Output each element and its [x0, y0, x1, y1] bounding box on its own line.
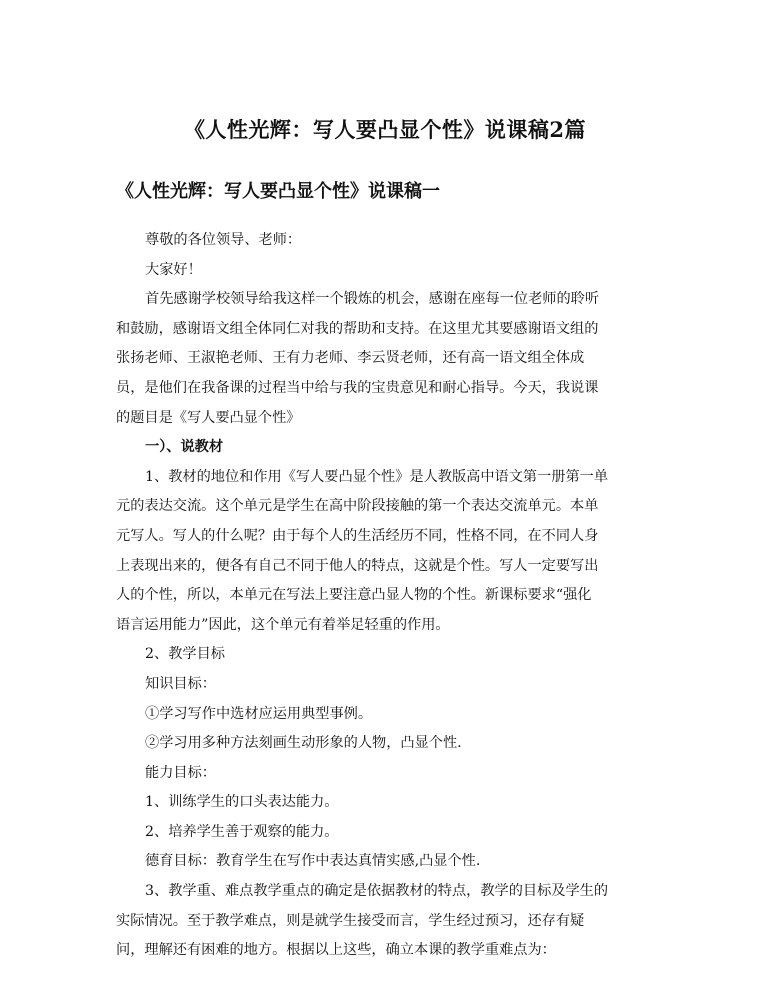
- text-line: 1、教材的地位和作用《写人要凸显个性》是人教版高中语文第一册第一单: [145, 468, 609, 485]
- text-line: 尊敬的各位领导、老师：: [145, 232, 302, 248]
- text-line: 语言运用能力”因此，这个单元有着举足轻重的作用。: [116, 616, 450, 633]
- text-line: 2、教学目标: [145, 646, 225, 663]
- text-line: 大家好！: [145, 261, 202, 278]
- text-line: 和鼓励，感谢语文组全体同仁对我的帮助和支持。在这里尤其要感谢语文组的: [116, 320, 599, 337]
- text-line: 3、教学重、难点教学重点的确定是依据教材的特点，教学的目标及学生的: [145, 883, 609, 900]
- text-line: ①学习写作中选材应运用典型事例。: [145, 705, 373, 722]
- text-line: 德育目标：教育学生在写作中表达真情实感,凸显个性.: [145, 853, 481, 870]
- document-title: 《人性光辉：写人要凸显个性》说课稿2篇: [183, 117, 587, 142]
- text-line: 张扬老师、王淑艳老师、王有力老师、李云贤老师，还有高一语文组全体成: [116, 350, 585, 367]
- document-body: [116, 226, 656, 966]
- text-line: 上表现出来的，便各有自己不同于他人的特点，这就是个性。写人一定要写出: [116, 557, 599, 574]
- section-title: 《人性光辉：写人要凸显个性》说课稿一: [116, 181, 440, 202]
- text-line: 元的表达交流。这个单元是学生在高中阶段接触的第一个表达交流单元。本单: [116, 498, 599, 515]
- text-line: 2、培养学生善于观察的能力。: [145, 823, 339, 840]
- text-line: 问，理解还有困难的地方。根据以上这些，确立本课的教学重难点为：: [116, 942, 556, 959]
- text-line: 元写人。写人的什么呢？由于每个人的生活经历不同，性格不同，在不同人身: [116, 527, 599, 544]
- text-line: 1、训练学生的口头表达能力。: [145, 794, 339, 811]
- text-line: 员，是他们在我备课的过程当中给与我的宝贵意见和耐心指导。今天，我说课: [116, 379, 599, 396]
- text-line: 人的个性，所以，本单元在写法上要注意凸显人物的个性。新课标要求“强化: [116, 587, 592, 604]
- text-line: 的题目是《写人要凸显个性》: [116, 409, 301, 426]
- text-line: 首先感谢学校领导给我这样一个锻炼的机会，感谢在座每一位老师的聆听: [145, 291, 600, 308]
- text-line: 一）、说教材: [145, 439, 224, 456]
- text-line: 实际情况。至于教学难点，则是就学生接受而言，学生经过预习，还存有疑: [116, 912, 585, 929]
- text-line: ②学习用多种方法刻画生动形象的人物，凸显个性.: [145, 735, 462, 752]
- text-line: 知识目标：: [145, 675, 216, 692]
- text-line: 能力目标：: [145, 764, 216, 781]
